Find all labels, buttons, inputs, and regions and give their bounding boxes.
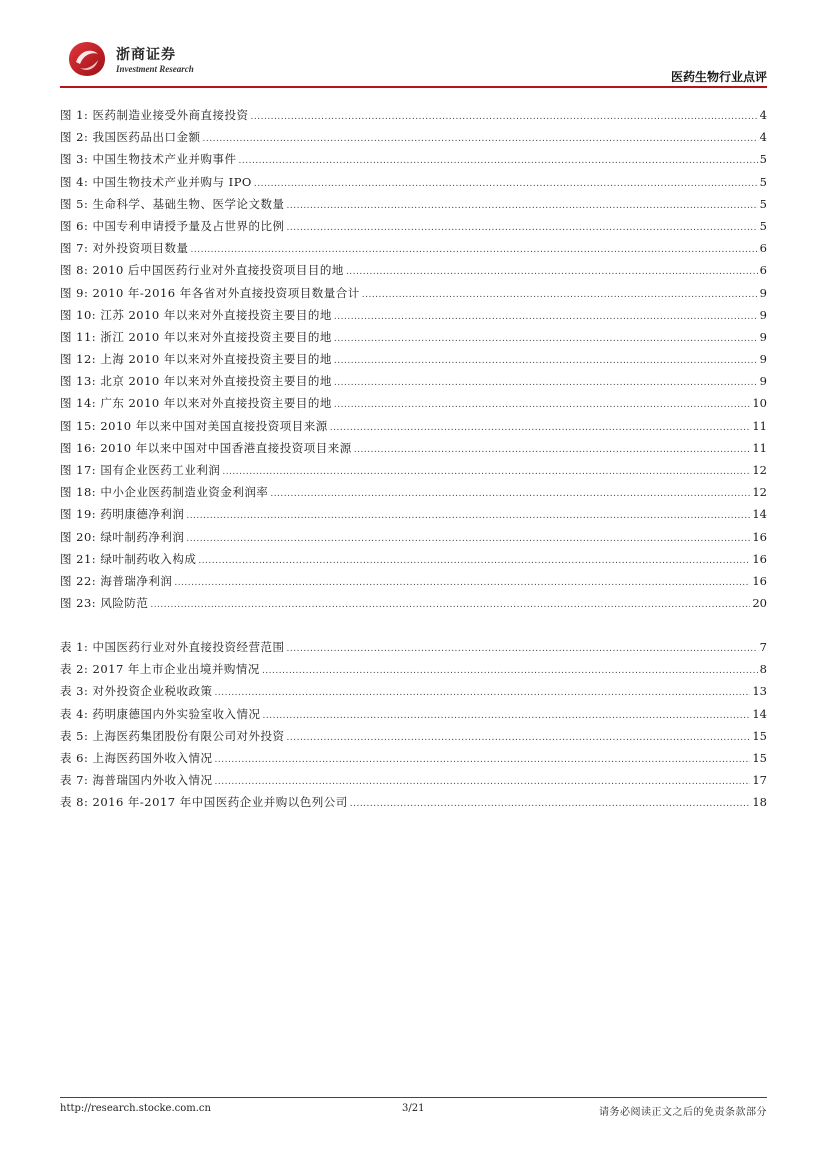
toc-table-item[interactable] <box>60 747 767 769</box>
toc-leader <box>287 638 758 660</box>
toc-page-number: 9 <box>759 285 767 300</box>
toc-page-number: 17 <box>752 773 767 788</box>
toc-leader <box>150 594 750 616</box>
toc-leader <box>254 173 758 195</box>
toc-table-item[interactable] <box>60 791 767 813</box>
toc-label: 图 12: 上海 2010 年以来对外直接投资主要目的地 <box>60 352 332 367</box>
toc-table-item[interactable] <box>60 769 767 791</box>
toc-table-item[interactable] <box>60 703 767 725</box>
toc-figure-item[interactable] <box>60 148 767 170</box>
toc-label: 图 13: 北京 2010 年以来对外直接投资主要目的地 <box>60 374 332 389</box>
toc-leader <box>334 306 758 328</box>
toc-figure-item[interactable] <box>60 459 767 481</box>
toc-page-number: 16 <box>752 529 767 544</box>
toc-figure-item[interactable] <box>60 237 767 259</box>
toc-label: 图 19: 药明康德净利润 <box>60 507 185 522</box>
toc-leader <box>270 483 750 505</box>
toc-table-item[interactable] <box>60 725 767 747</box>
footer-divider <box>60 1097 767 1098</box>
toc-label: 图 17: 国有企业医药工业利润 <box>60 463 221 477</box>
toc-page-number: 6 <box>759 263 767 278</box>
toc-figure-item[interactable] <box>60 548 767 570</box>
toc-label: 图 14: 广东 2010 年以来对外直接投资主要目的地 <box>60 396 332 411</box>
toc-page-number: 5 <box>759 218 767 233</box>
toc-label: 图 11: 浙江 2010 年以来对外直接投资主要目的地 <box>60 329 332 344</box>
toc-label: 表 7: 海普瑞国内外收入情况 <box>60 773 213 788</box>
toc-label: 表 2: 2017 年上市企业出境并购情况 <box>60 662 260 677</box>
toc-page-number: 6 <box>759 241 767 256</box>
toc-figure-item[interactable] <box>60 348 767 370</box>
toc-label: 图 2: 我国医药品出口金额 <box>60 130 201 145</box>
logo-chinese-name: 浙商证券 <box>116 47 176 63</box>
toc-figure-item[interactable] <box>60 326 767 348</box>
toc-page-number: 16 <box>752 551 767 566</box>
toc-page-number: 10 <box>752 396 767 411</box>
toc-leader <box>330 417 751 439</box>
toc-figure-item[interactable] <box>60 259 767 281</box>
footer-website-link[interactable]: http://research.stocke.com.cn <box>60 1103 211 1114</box>
toc-label: 图 3: 中国生物技术产业并购事件 <box>60 152 237 167</box>
toc-page-number: 12 <box>752 485 767 500</box>
toc-page-number: 7 <box>759 640 767 654</box>
toc-label: 图 15: 2010 年以来中国对美国直接投资项目来源 <box>60 418 328 433</box>
toc-page-number: 15 <box>752 750 767 765</box>
toc-leader <box>215 749 751 771</box>
header-divider <box>60 86 767 88</box>
toc-leader <box>334 350 758 372</box>
toc-leader <box>174 572 750 594</box>
toc-page-number: 11 <box>752 440 767 455</box>
toc-leader <box>186 528 750 550</box>
toc-leader <box>350 793 751 815</box>
toc-figure-item[interactable] <box>60 392 767 414</box>
toc-figure-item[interactable] <box>60 503 767 525</box>
toc-label: 图 4: 中国生物技术产业并购与 IPO <box>60 174 252 189</box>
toc-page-number: 12 <box>752 463 767 477</box>
toc-figure-item[interactable] <box>60 215 767 237</box>
toc-label: 表 6: 上海医药国外收入情况 <box>60 750 213 765</box>
toc-label: 表 5: 上海医药集团股份有限公司对外投资 <box>60 728 285 743</box>
toc-label: 表 8: 2016 年-2017 年中国医药企业并购以色列公司 <box>60 795 348 810</box>
toc-label: 图 23: 风险防范 <box>60 596 149 611</box>
toc-figure-item[interactable] <box>60 126 767 148</box>
toc-label: 图 8: 2010 后中国医药行业对外直接投资项目目的地 <box>60 263 344 278</box>
toc-page-number: 9 <box>759 374 767 389</box>
toc-leader <box>263 705 751 727</box>
toc-table-item[interactable] <box>60 636 767 658</box>
toc-figure-item[interactable] <box>60 592 767 614</box>
toc-leader <box>215 682 751 704</box>
toc-figure-item[interactable] <box>60 370 767 392</box>
toc-page-number: 16 <box>752 573 767 588</box>
logo-mark-icon <box>66 40 108 78</box>
toc-figure-item[interactable] <box>60 282 767 304</box>
toc-page-number: 9 <box>759 329 767 344</box>
figure-list <box>60 104 767 614</box>
toc-page-number: 14 <box>752 706 767 721</box>
toc-figure-item[interactable] <box>60 481 767 503</box>
toc-leader <box>287 727 751 749</box>
toc-page-number: 5 <box>759 174 767 189</box>
toc-label: 图 21: 绿叶制药收入构成 <box>60 551 197 566</box>
toc-page-number: 13 <box>752 684 767 699</box>
toc-page-number: 14 <box>752 507 767 522</box>
toc-label: 图 22: 海普瑞净利润 <box>60 573 173 588</box>
toc-leader <box>239 150 758 172</box>
toc-figure-item[interactable] <box>60 415 767 437</box>
toc-leader <box>354 439 751 461</box>
toc-leader <box>186 505 750 527</box>
toc-figure-item[interactable] <box>60 304 767 326</box>
toc-label: 图 20: 绿叶制药净利润 <box>60 529 185 544</box>
table-list <box>60 636 767 814</box>
toc-leader <box>287 217 758 239</box>
toc-figure-item[interactable] <box>60 193 767 215</box>
toc-label: 表 3: 对外投资企业税收政策 <box>60 684 213 699</box>
toc-label: 图 10: 江苏 2010 年以来对外直接投资主要目的地 <box>60 307 332 322</box>
toc-label: 图 6: 中国专利申请授予量及占世界的比例 <box>60 218 285 233</box>
toc-label: 表 4: 药明康德国内外实验室收入情况 <box>60 706 261 721</box>
toc-figure-item[interactable] <box>60 526 767 548</box>
toc-label: 表 1: 中国医药行业对外直接投资经营范围 <box>60 640 285 654</box>
toc-page-number: 5 <box>759 196 767 211</box>
toc-page-number: 5 <box>759 152 767 167</box>
toc-leader <box>362 284 758 306</box>
toc-leader <box>262 660 758 682</box>
logo-english-name: Investment Research <box>116 64 194 74</box>
toc-leader <box>198 550 750 572</box>
footer-disclaimer: 请务必阅读正文之后的免责条款部分 <box>599 1107 767 1118</box>
toc-page-number: 18 <box>752 795 767 810</box>
toc-label: 图 16: 2010 年以来中国对中国香港直接投资项目来源 <box>60 440 352 455</box>
toc-page-number: 20 <box>752 596 767 611</box>
toc-page-number: 9 <box>759 307 767 322</box>
toc-label: 图 5: 生命科学、基础生物、医学论文数量 <box>60 196 285 211</box>
toc-page-number: 15 <box>752 728 767 743</box>
toc-leader <box>251 106 758 128</box>
toc-leader <box>215 771 751 793</box>
toc-table-item[interactable] <box>60 658 767 680</box>
report-type: 医药生物行业点评 <box>670 70 767 84</box>
toc-leader <box>334 328 758 350</box>
toc-leader <box>346 261 758 283</box>
toc-figure-item[interactable] <box>60 437 767 459</box>
toc-figure-item[interactable] <box>60 104 767 126</box>
toc-page-number: 9 <box>759 352 767 367</box>
toc-leader <box>334 372 758 394</box>
page-header <box>60 38 767 88</box>
toc-leader <box>203 128 758 150</box>
toc-page-number: 4 <box>759 130 767 145</box>
toc-page-number: 4 <box>759 108 767 122</box>
company-logo <box>66 40 201 80</box>
toc-leader <box>222 461 750 483</box>
toc-figure-item[interactable] <box>60 570 767 592</box>
toc-page-number: 8 <box>759 662 767 677</box>
toc-label: 图 9: 2010 年-2016 年各省对外直接投资项目数量合计 <box>60 285 360 300</box>
footer-page-number: 3/21 <box>402 1103 425 1114</box>
toc-page-number: 11 <box>752 418 767 433</box>
toc-leader <box>191 239 758 261</box>
toc-figure-item[interactable] <box>60 171 767 193</box>
toc-label: 图 1: 医药制造业接受外商直接投资 <box>60 108 249 122</box>
toc-leader <box>334 394 750 416</box>
toc-label: 图 18: 中小企业医药制造业资金利润率 <box>60 485 269 500</box>
toc-leader <box>287 195 758 217</box>
toc-table-item[interactable] <box>60 680 767 702</box>
toc-label: 图 7: 对外投资项目数量 <box>60 241 189 256</box>
